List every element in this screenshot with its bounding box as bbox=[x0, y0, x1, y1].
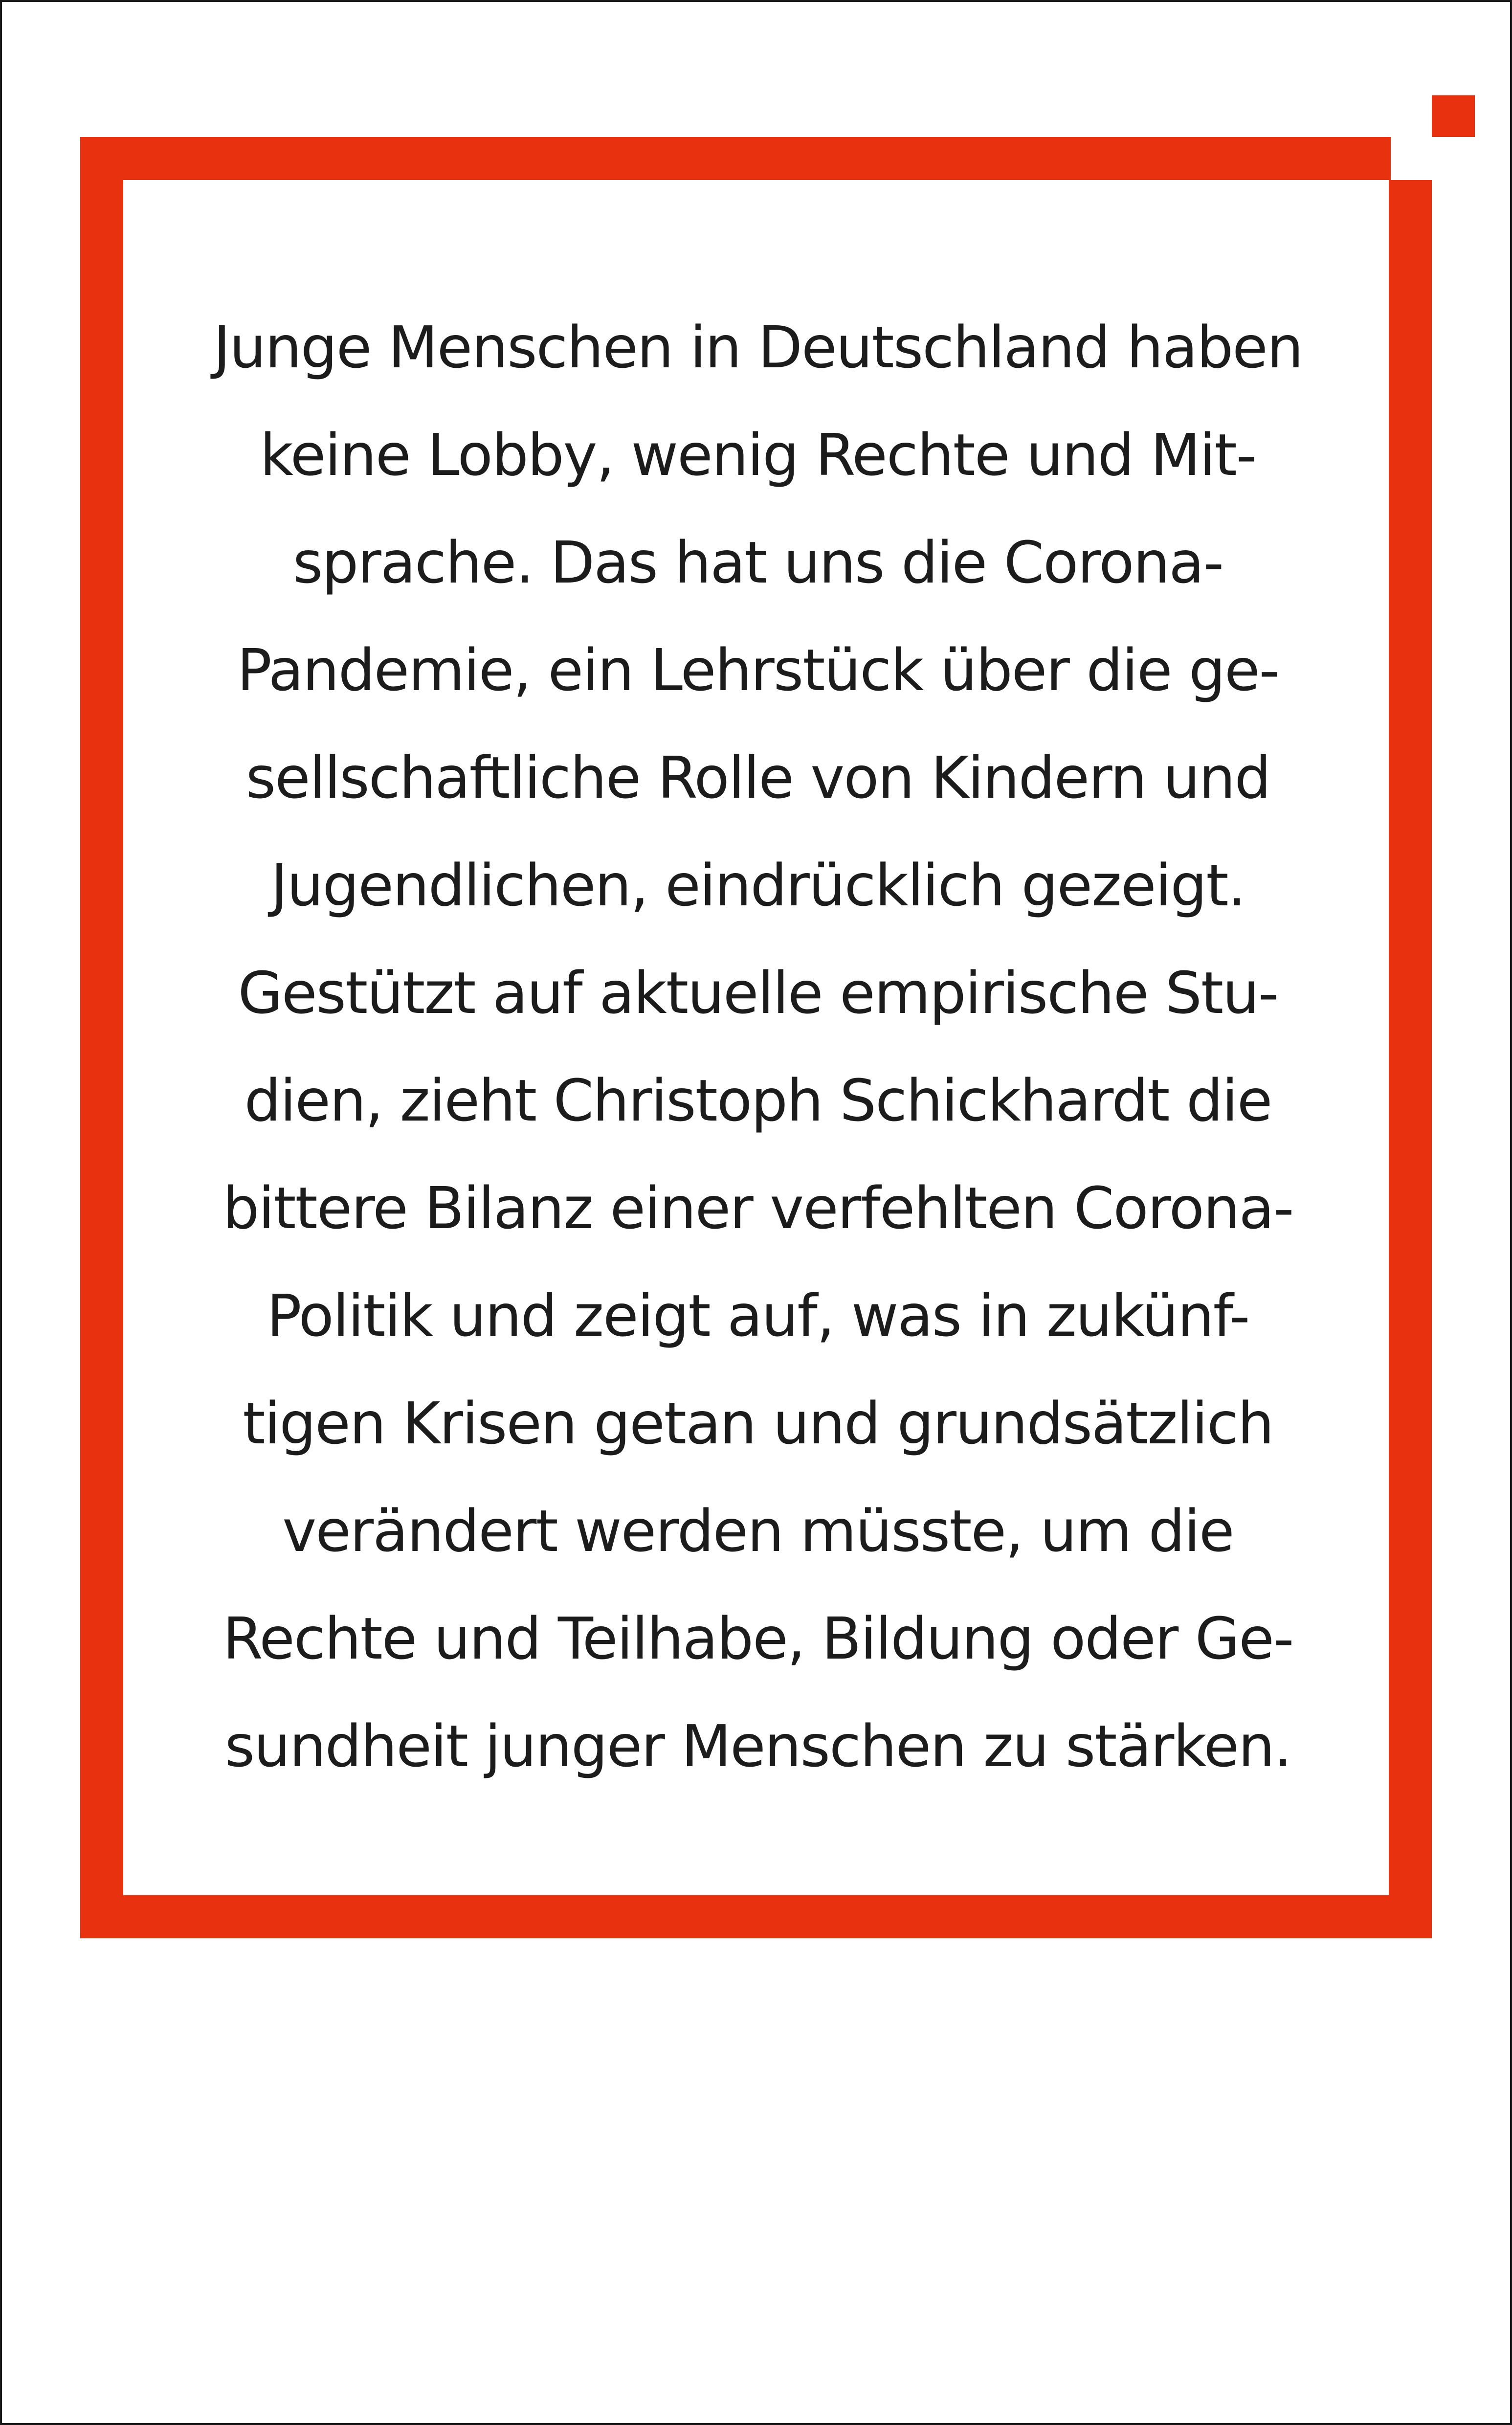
blurb-line: Gestützt auf aktuelle empirische Stu- bbox=[238, 959, 1278, 1027]
blurb-line: keine Lobby, wenig Rechte und Mit- bbox=[260, 421, 1256, 489]
blurb-line: Rechte und Teilhabe, Bildung oder Ge- bbox=[222, 1605, 1293, 1672]
frame-corner-square bbox=[1432, 95, 1475, 137]
blurb-line: tigen Krisen getan und grundsätzlich bbox=[243, 1390, 1273, 1457]
blurb-line: bittere Bilanz einer verfehlten Corona- bbox=[222, 1174, 1293, 1242]
frame-right-bar bbox=[1389, 180, 1432, 1938]
blurb-line: Pandemie, ein Lehrstück über die ge- bbox=[237, 636, 1279, 704]
blurb-text bbox=[147, 293, 1369, 1800]
frame-left-bar bbox=[80, 137, 123, 1938]
blurb-line: sundheit junger Menschen zu stärken. bbox=[224, 1712, 1291, 1780]
blurb-line: dien, zieht Christoph Schickhardt die bbox=[244, 1067, 1272, 1134]
frame-bottom-bar bbox=[80, 1895, 1432, 1938]
blurb-line: verändert werden müsste, um die bbox=[282, 1497, 1234, 1565]
blurb-line: sellschaftliche Rolle von Kindern und bbox=[245, 744, 1270, 811]
frame-top-bar bbox=[80, 137, 1391, 180]
blurb-line: Politik und zeigt auf, was in zukünf- bbox=[267, 1282, 1249, 1349]
blurb-line: Jugendlichen, eindrücklich gezeigt. bbox=[270, 852, 1245, 919]
blurb-line: Junge Menschen in Deutschland haben bbox=[213, 314, 1303, 381]
blurb-line: sprache. Das hat uns die Corona- bbox=[292, 529, 1223, 596]
